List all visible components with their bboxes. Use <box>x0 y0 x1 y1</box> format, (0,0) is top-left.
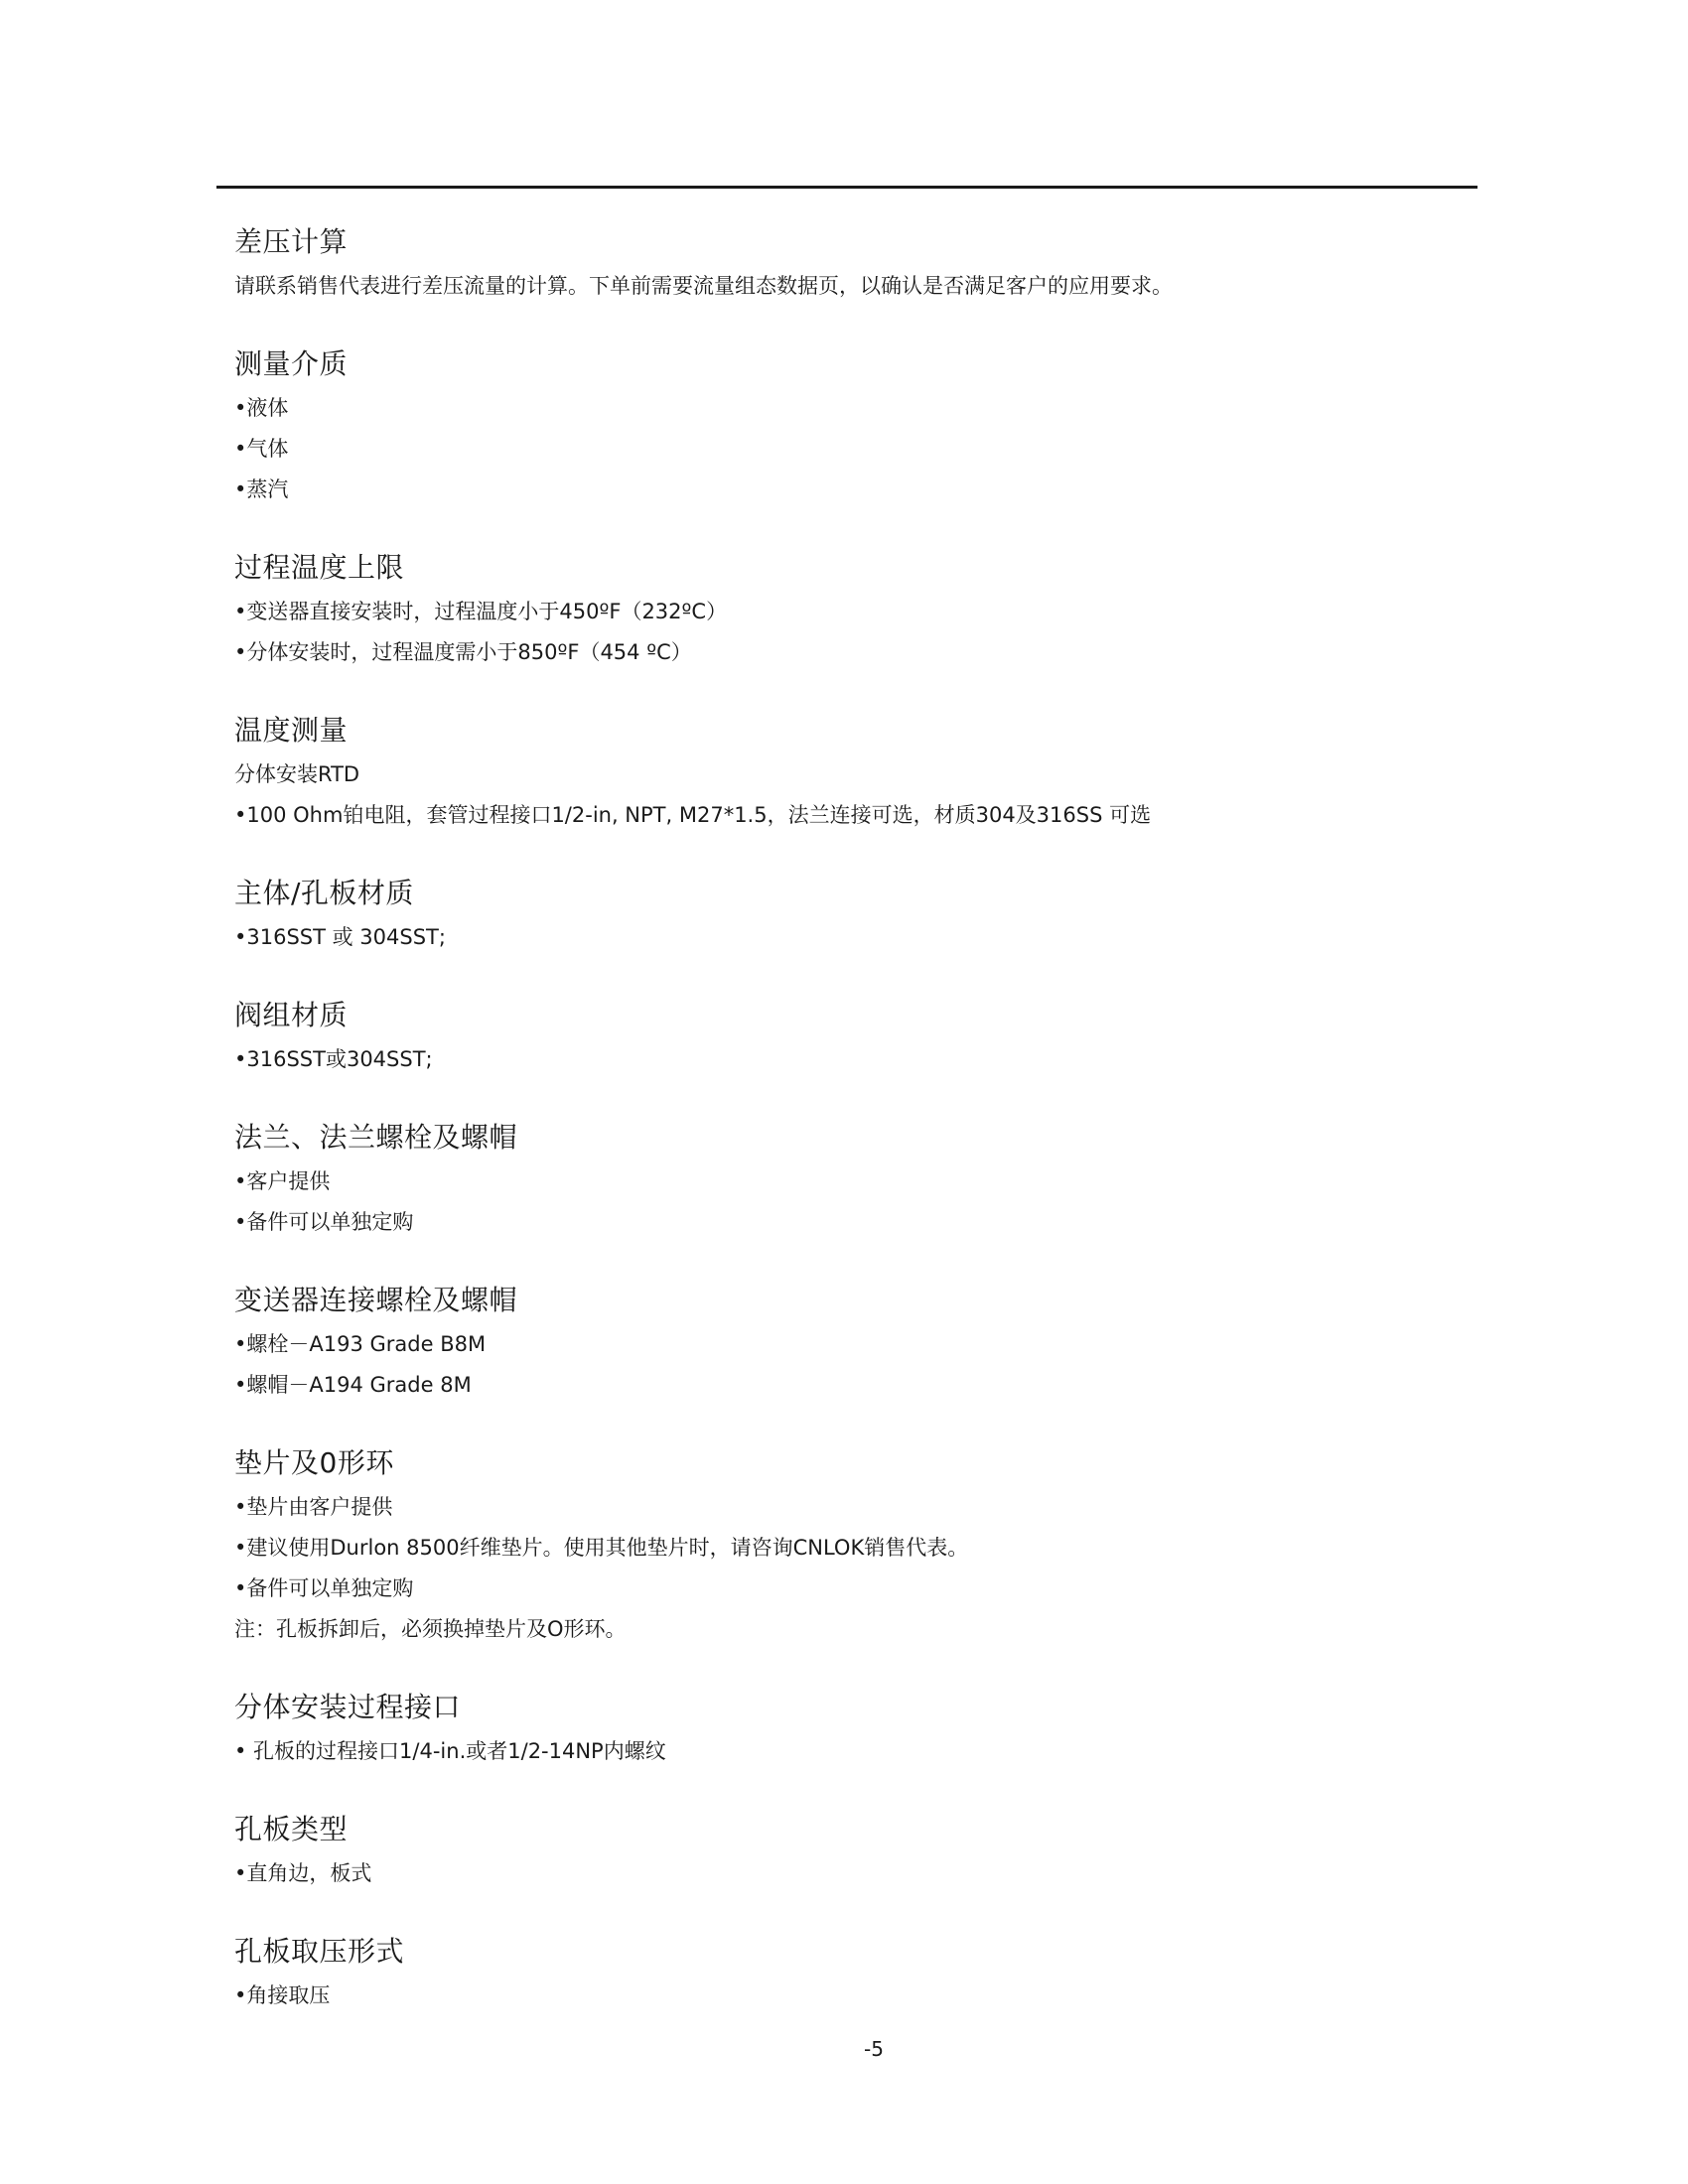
bullet-item: •316SST 或 304SST; <box>234 925 446 949</box>
section-flange-bolts-nuts <box>234 1120 1466 1243</box>
bullet-item: •角接取压 <box>234 1983 331 2007</box>
bullet-item: •分体安装时，过程温度需小于850ºF（454 ºC） <box>234 640 692 664</box>
bullet-item: •气体 <box>234 437 289 461</box>
document-body <box>234 224 1466 2016</box>
section-orifice-tap-type <box>234 1934 1466 2016</box>
section-heading: 法兰、法兰螺栓及螺帽 <box>234 1121 518 1154</box>
section-heading: 阀组材质 <box>234 999 349 1031</box>
bullet-item: •建议使用Durlon 8500纤维垫片。使用其他垫片时，请咨询CNLOK销售代表。 <box>234 1536 969 1560</box>
section-heading: 差压计算 <box>234 225 349 258</box>
bullet-item: •客户提供 <box>234 1169 331 1193</box>
section-heading: 孔板取压形式 <box>234 1935 405 1968</box>
section-heading: 过程温度上限 <box>234 551 405 584</box>
section-temperature-measurement <box>234 713 1466 836</box>
bullet-item: •螺栓－A193 Grade B8M <box>234 1332 487 1356</box>
section-heading: 垫片及0形环 <box>234 1446 394 1479</box>
page-number: -5 <box>864 2037 884 2061</box>
section-measured-medium <box>234 346 1466 510</box>
bullet-item: •备件可以单独定购 <box>234 1576 414 1600</box>
section-heading: 变送器连接螺栓及螺帽 <box>234 1284 518 1316</box>
bullet-item: •变送器直接安装时，过程温度小于450ºF（232ºC） <box>234 600 728 623</box>
bullet-item: •316SST或304SST; <box>234 1047 433 1071</box>
section-heading: 测量介质 <box>234 347 349 380</box>
section-body-plate-material <box>234 876 1466 958</box>
bullet-item: •备件可以单独定购 <box>234 1210 414 1234</box>
bullet-item: •蒸汽 <box>234 478 289 501</box>
bullet-item: •液体 <box>234 396 289 420</box>
paragraph-line: 请联系销售代表进行差压流量的计算。下单前需要流量组态数据页，以确认是否满足客户的应用要求。 <box>234 274 1173 298</box>
bullet-item: •直角边，板式 <box>234 1861 372 1885</box>
section-gasket-o-ring <box>234 1445 1466 1650</box>
bullet-item: •螺帽－A194 Grade 8M <box>234 1373 472 1397</box>
section-heading: 分体安装过程接口 <box>234 1691 462 1723</box>
section-heading: 孔板类型 <box>234 1813 349 1845</box>
bullet-item: •垫片由客户提供 <box>234 1495 393 1519</box>
section-manifold-material <box>234 998 1466 1080</box>
section-heading: 温度测量 <box>234 714 349 747</box>
section-heading: 主体/孔板材质 <box>234 877 414 909</box>
bullet-item: • 孔板的过程接口1/4-in.或者1/2-14NP内螺纹 <box>234 1739 666 1763</box>
section-dp-calculation <box>234 224 1466 307</box>
section-process-temperature-limit <box>234 550 1466 673</box>
paragraph-line: 分体安装RTD <box>234 762 360 786</box>
section-transmitter-bolts-nuts <box>234 1283 1466 1406</box>
header-rule <box>216 186 1477 189</box>
section-remote-process-connection <box>234 1690 1466 1772</box>
section-orifice-type <box>234 1812 1466 1894</box>
bullet-item: •100 Ohm铂电阻，套管过程接口1/2-in, NPT, M27*1.5，法兰连接可选，材质304及316SS 可选 <box>234 803 1152 827</box>
note-line: 注：孔板拆卸后，必须换掉垫片及O形环。 <box>234 1617 627 1641</box>
